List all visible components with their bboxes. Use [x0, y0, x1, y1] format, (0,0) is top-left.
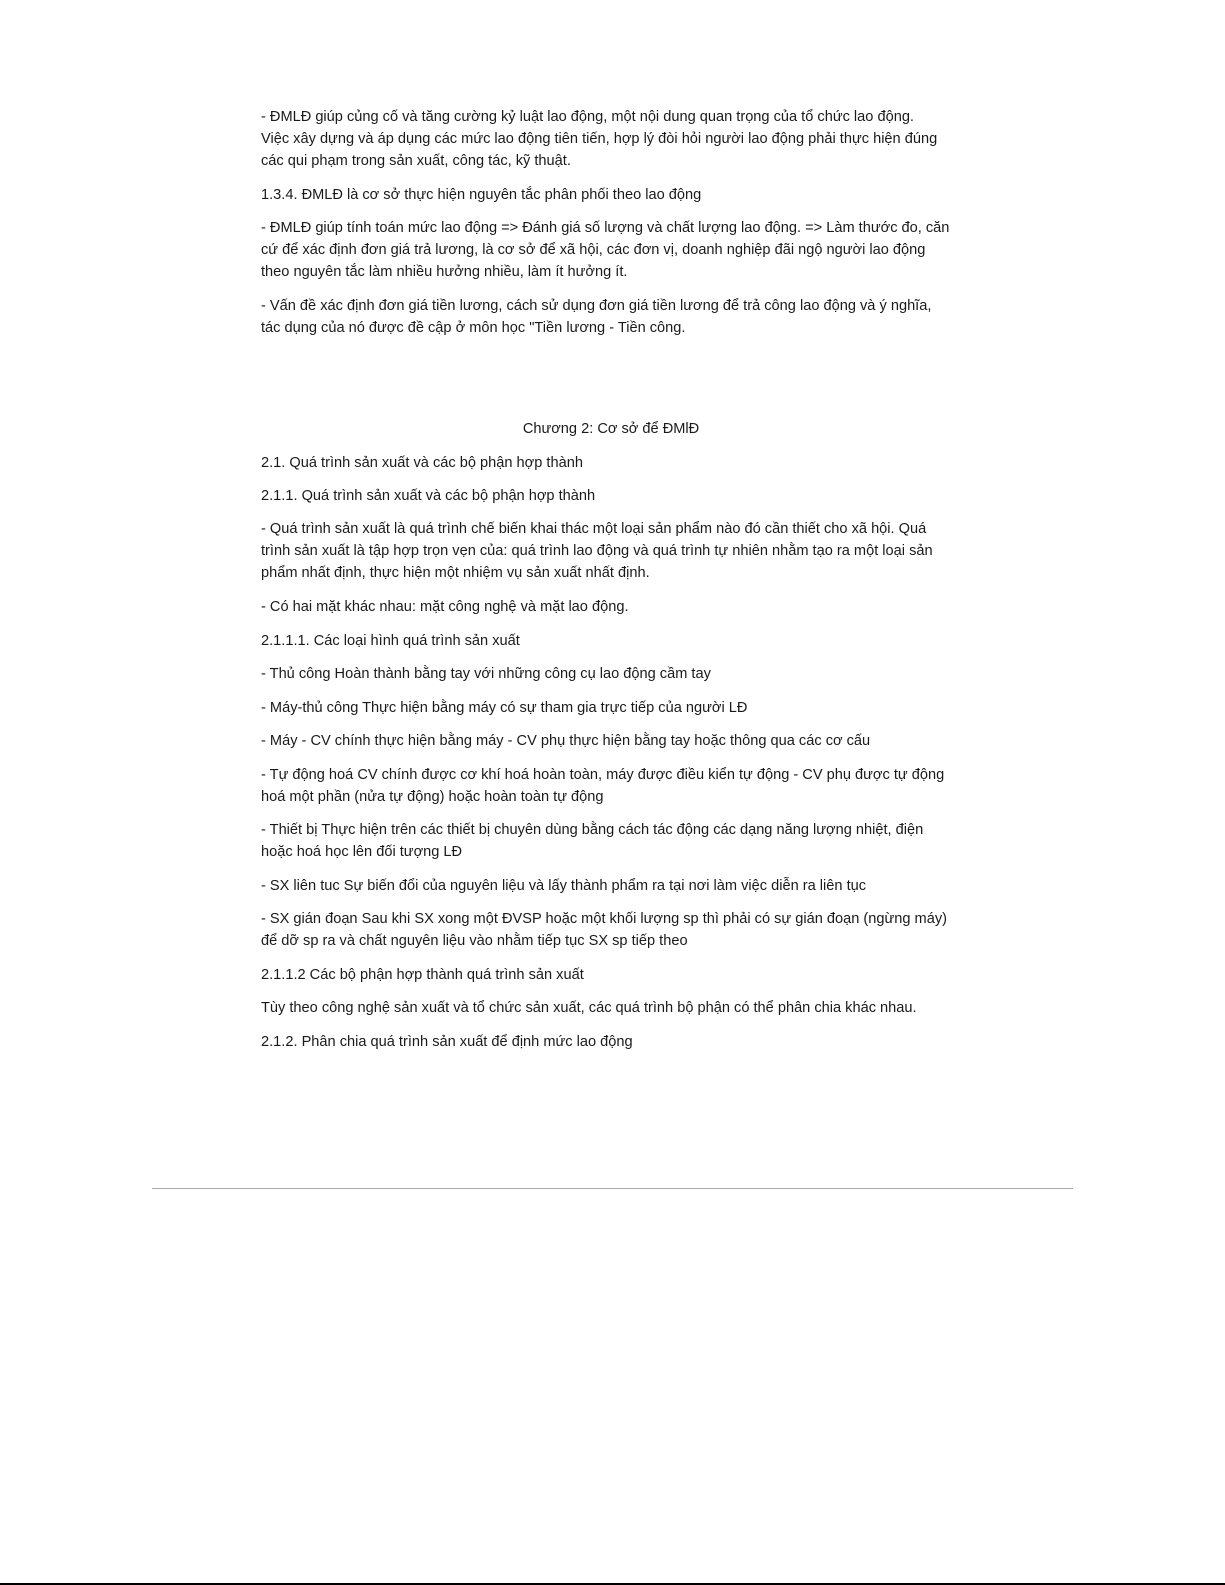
paragraph-wage-rate: [261, 295, 961, 339]
text-line: hoặc hoá học lên đối tượng LĐ: [261, 844, 463, 860]
text-line: - Tự động hoá CV chính được cơ khí hoá hoàn toàn, máy được điều kiển tự động - CV phụ được tự động: [261, 767, 945, 783]
text-line: Chương 2: Cơ sở để ĐMlĐ: [522, 421, 700, 437]
text-line: cứ để xác định đơn giá trả lương, là cơ sở để xã hội, các đơn vị, doanh nghiệp đãi ngộ người lao động: [261, 242, 926, 258]
text-line: 2.1.1. Quá trình sản xuất và các bộ phận hợp thành: [261, 488, 596, 504]
paragraph-production-process: [261, 518, 961, 584]
text-line: 2.1.1.1. Các loại hình quá trình sản xuất: [261, 633, 520, 649]
text-line: - Có hai mặt khác nhau: mặt công nghệ và mặt lao động.: [261, 599, 629, 615]
section-heading-1-3-4: [261, 184, 961, 206]
text-line: để dỡ sp ra và chất nguyên liệu vào nhằm tiếp tục SX sp tiếp theo: [261, 933, 688, 949]
chapter-title: [261, 418, 961, 440]
paragraph-depending: [261, 997, 961, 1019]
text-line: Việc xây dựng và áp dụng các mức lao động tiên tiến, hợp lý đòi hỏi người lao động phải thực hiện đúng: [261, 131, 938, 147]
text-line: các qui phạm trong sản xuất, công tác, kỹ thuật.: [261, 153, 571, 169]
text-line: theo nguyên tắc làm nhiều hưởng nhiều, làm ít hưởng ít.: [261, 264, 628, 280]
text-line: phẩm nhất định, thực hiện một nhiệm vụ sản xuất nhất định.: [261, 565, 650, 581]
text-line: - Thủ công Hoàn thành bằng tay với những công cụ lao động cầm tay: [261, 666, 711, 682]
paragraph-two-aspects: [261, 596, 961, 618]
text-line: - ĐMLĐ giúp tính toán mức lao động => Đánh giá số lượng và chất lượng lao động. => Làm thước đo, căn: [261, 220, 950, 236]
text-line: - ĐMLĐ giúp củng cố và tăng cường kỷ luật lao động, một nội dung quan trọng của tổ chức lao động.: [261, 109, 914, 125]
text-line: - Thiết bị Thực hiện trên các thiết bị chuyên dùng bằng cách tác động các dạng năng lượng nhiệt, điện: [261, 822, 924, 838]
text-line: 2.1.1.2 Các bộ phận hợp thành quá trình sản xuất: [261, 967, 584, 983]
text-line: - Vấn đề xác định đơn giá tiền lương, cách sử dụng đơn giá tiền lương để trả công lao động và ý nghĩa,: [261, 298, 932, 314]
list-item-machine-manual: [261, 697, 961, 719]
text-line: 2.1.2. Phân chia quá trình sản xuất để định mức lao động: [261, 1034, 633, 1050]
paragraph-discipline: [261, 106, 961, 172]
text-line: Tùy theo công nghệ sản xuất và tổ chức sản xuất, các quá trình bộ phận có thể phân chia khác nhau.: [261, 1000, 917, 1016]
section-heading-2-1-1-1: [261, 630, 961, 652]
text-line: - Quá trình sản xuất là quá trình chế biến khai thác một loại sản phẩm nào đó cần thiết cho xã hội. Quá: [261, 521, 927, 537]
list-item-equipment: [261, 819, 961, 863]
list-item-machine: [261, 730, 961, 752]
text-line: - Máy - CV chính thực hiện bằng máy - CV phụ thực hiện bằng tay hoặc thông qua các cơ cấu: [261, 733, 871, 749]
text-line: 2.1. Quá trình sản xuất và các bộ phận hợp thành: [261, 455, 583, 471]
list-item-continuous: [261, 875, 961, 897]
text-line: - SX liên tuc Sự biến đổi của nguyên liệu và lấy thành phẩm ra tại nơi làm việc diễn ra liên tục: [261, 878, 867, 894]
list-item-automation: [261, 764, 961, 808]
section-heading-2-1-1-2: [261, 964, 961, 986]
page-divider: [152, 1188, 1073, 1189]
text-line: - Máy-thủ công Thực hiện bằng máy có sự tham gia trực tiếp của người LĐ: [261, 700, 748, 716]
text-line: trình sản xuất là tập hợp trọn vẹn của: quá trình lao động và quá trình tự nhiên nhằm tạo ra một loại sản: [261, 543, 933, 559]
list-item-intermittent: [261, 908, 961, 952]
section-heading-2-1-2: [261, 1031, 961, 1053]
list-item-manual: [261, 663, 961, 685]
paragraph-labor-measure: [261, 217, 961, 283]
text-line: tác dụng của nó được đề cập ở môn học "Tiền lương - Tiền công.: [261, 320, 686, 336]
text-line: - SX gián đoạn Sau khi SX xong một ĐVSP hoặc một khối lượng sp thì phải có sự gián đoạn (ngừng máy): [261, 911, 947, 927]
text-line: 1.3.4. ĐMLĐ là cơ sở thực hiện nguyên tắc phân phối theo lao động: [261, 187, 702, 203]
text-line: hoá một phần (nửa tự động) hoặc hoàn toàn tự động: [261, 789, 604, 805]
section-heading-2-1-1: [261, 485, 961, 507]
section-heading-2-1: [261, 452, 961, 474]
